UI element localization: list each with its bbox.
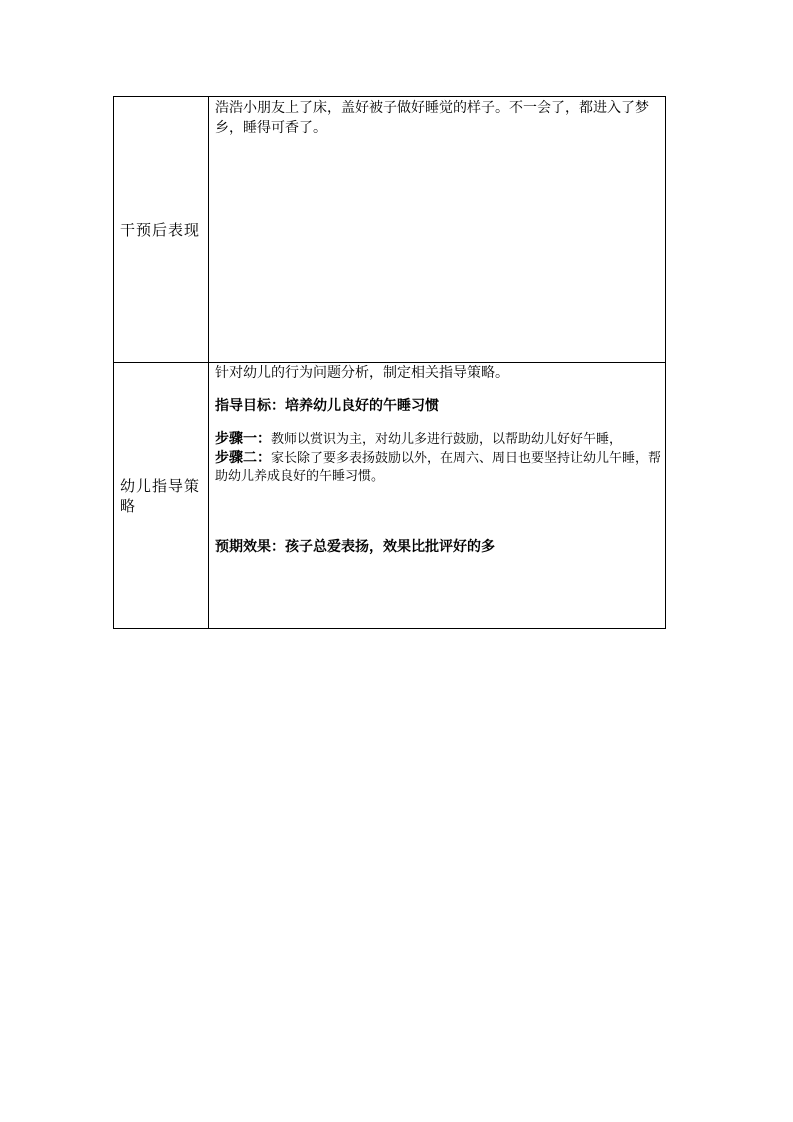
strategy-label-cell <box>114 363 209 629</box>
intervention-label-cell <box>114 97 209 363</box>
strategy-effect: 预期效果：孩子总爱表扬，效果比批评好的多 <box>215 539 495 555</box>
document-table <box>113 96 666 629</box>
strategy-goal: 指导目标：培养幼儿良好的午睡习惯 <box>215 398 439 414</box>
step-two <box>215 449 661 486</box>
intervention-content-cell <box>209 97 666 363</box>
step-two-label: 步骤二： <box>215 450 271 466</box>
table-row-strategy <box>114 363 666 629</box>
step-one-label: 步骤一： <box>215 431 271 447</box>
table-row-intervention <box>114 97 666 363</box>
strategy-steps <box>215 430 661 486</box>
strategy-label: 幼儿指导策略 <box>120 476 201 515</box>
step-one <box>215 430 661 449</box>
strategy-intro: 针对幼儿的行为问题分析，制定相关指导策略。 <box>215 365 509 381</box>
strategy-content-cell <box>209 363 666 629</box>
intervention-label: 干预后表现 <box>120 220 201 239</box>
step-two-text: 家长除了要多表扬鼓励以外，在周六、周日也要坚持让幼儿午睡，帮助幼儿养成良好的午睡习惯。 <box>215 451 662 484</box>
intervention-text: 浩浩小朋友上了床，盖好被子做好睡觉的样子。不一会了，都进入了梦乡，睡得可香了。 <box>215 100 649 136</box>
step-one-text: 教师以赏识为主，对幼儿多进行鼓励，以帮助幼儿好好午睡， <box>271 432 623 447</box>
